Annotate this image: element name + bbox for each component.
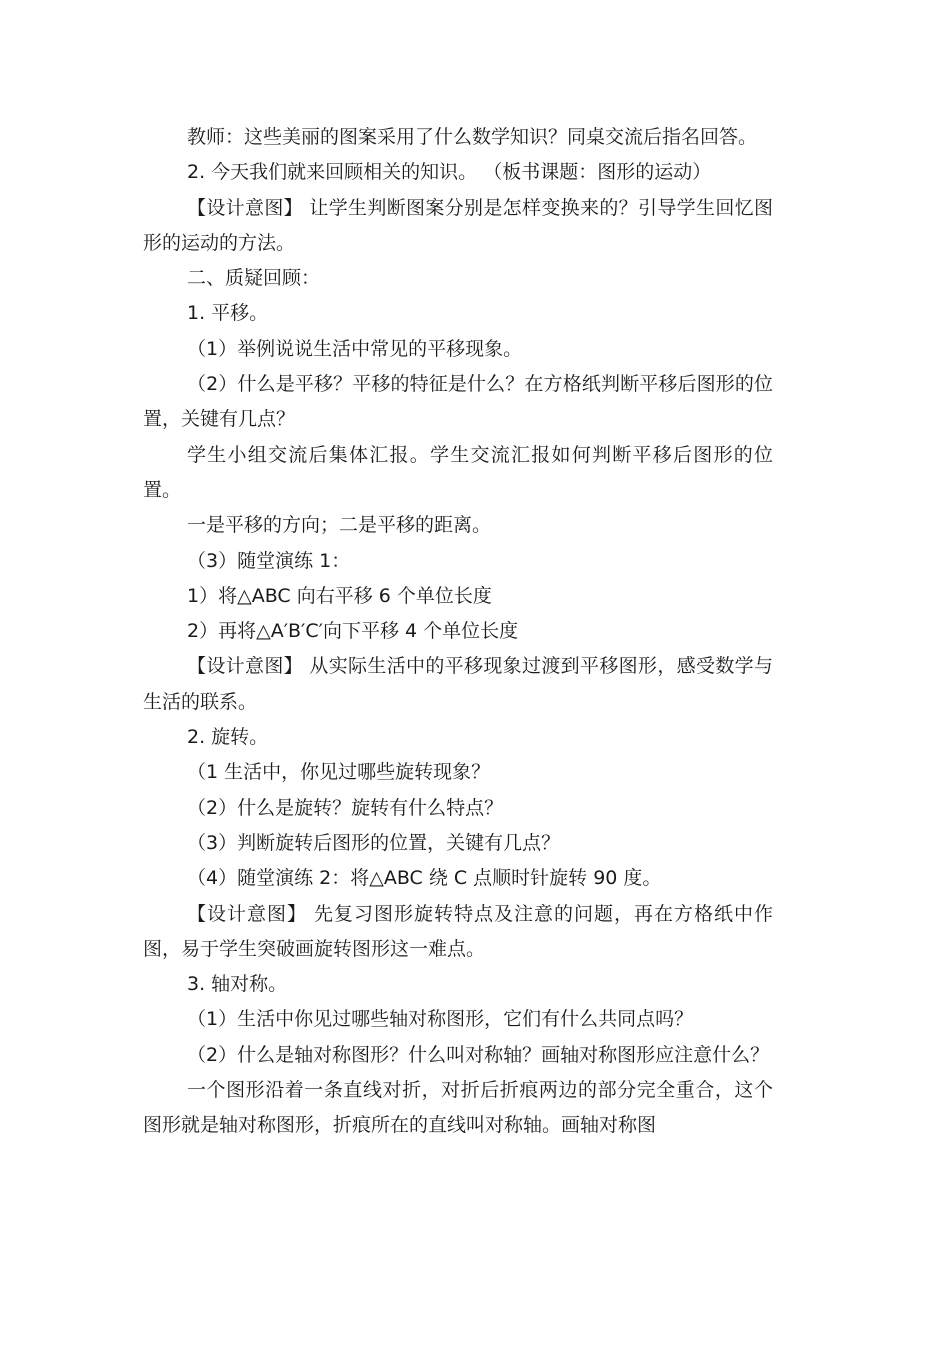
- paragraph: 2. 今天我们就来回顾相关的知识。 （板书课题：图形的运动）: [187, 161, 712, 184]
- list-item: （2）什么是旋转？旋转有什么特点？: [187, 796, 504, 819]
- section-heading: 二、质疑回顾：: [187, 267, 321, 290]
- design-intent-paragraph: 【设计意图】 让学生判断图案分别是怎样变换来的？引导学生回忆图形的运动的方法。: [143, 196, 773, 254]
- paragraph: 一个图形沿着一条直线对折，对折后折痕两边的部分完全重合，这个图形就是轴对称图形，折痕所在的直线叫对称轴。画轴对称图: [143, 1079, 773, 1137]
- design-intent-paragraph: 【设计意图】 从实际生活中的平移现象过渡到平移图形，感受数学与生活的联系。: [143, 655, 773, 713]
- list-item: （1）生活中你见过哪些轴对称图形，它们有什么共同点吗？: [187, 1008, 694, 1031]
- list-item: （1）举例说说生活中常见的平移现象。: [187, 337, 523, 360]
- exercise-item: 2）再将△A′B′C′向下平移 4 个单位长度: [187, 620, 519, 643]
- subsection-heading: 3. 轴对称。: [187, 973, 288, 996]
- list-item: （2）什么是轴对称图形？什么叫对称轴？画轴对称图形应注意什么？: [187, 1043, 770, 1066]
- list-item: （2）什么是平移？平移的特征是什么？在方格纸判断平移后图形的位置，关键有几点？: [143, 373, 773, 431]
- subsection-heading: 2. 旋转。: [187, 726, 269, 749]
- list-item: （3）判断旋转后图形的位置，关键有几点？: [187, 831, 561, 854]
- subsection-heading: 1. 平移。: [187, 302, 269, 325]
- document-body: [143, 120, 773, 1144]
- list-item: （1 生活中，你见过哪些旋转现象？: [187, 761, 491, 784]
- paragraph: 教师：这些美丽的图案采用了什么数学知识？同桌交流后指名回答。: [187, 126, 758, 148]
- exercise-item: 1）将△ABC 向右平移 6 个单位长度: [187, 584, 492, 607]
- list-item: （3）随堂演练 1：: [187, 549, 351, 572]
- paragraph: 学生小组交流后集体汇报。学生交流汇报如何判断平移后图形的位置。: [143, 443, 773, 501]
- design-intent-paragraph: 【设计意图】 先复习图形旋转特点及注意的问题，再在方格纸中作图，易于学生突破画旋转图形这一难点。: [143, 902, 773, 960]
- list-item: （4）随堂演练 2：将△ABC 绕 C 点顺时针旋转 90 度。: [187, 867, 662, 890]
- paragraph: 一是平移的方向；二是平移的距离。: [187, 514, 492, 537]
